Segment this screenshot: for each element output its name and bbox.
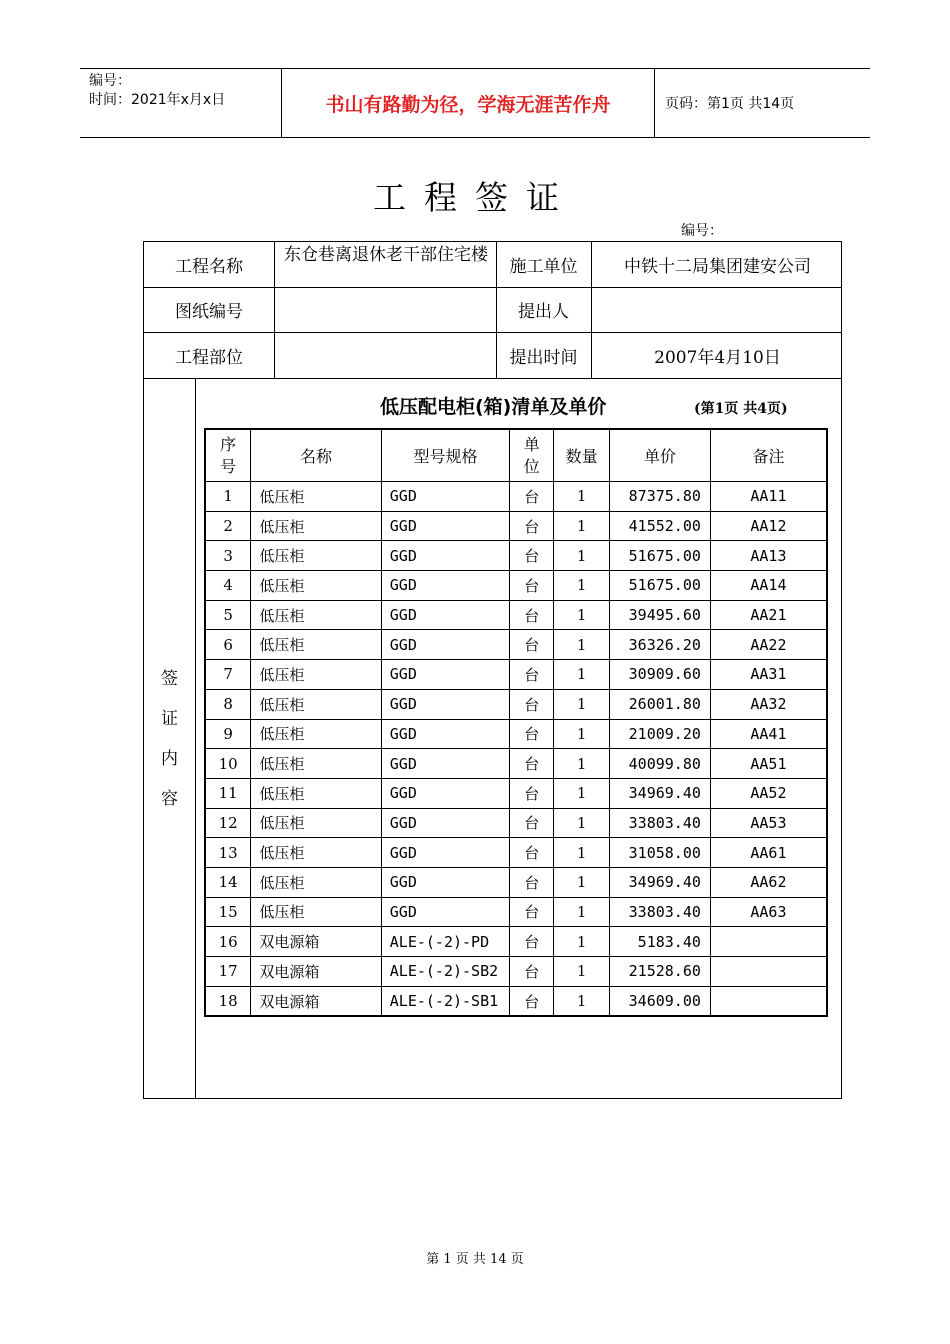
cell-qty: 1 xyxy=(554,927,610,957)
cell-qty: 1 xyxy=(554,808,610,838)
contractor-label: 施工单位 xyxy=(509,257,578,277)
cell-name: 低压柜 xyxy=(251,689,381,719)
drawing-no-value xyxy=(275,287,496,332)
cell-name: 双电源箱 xyxy=(251,927,381,957)
table-row xyxy=(205,778,827,808)
cell-qty: 1 xyxy=(554,482,610,512)
cell-remark: AA11 xyxy=(710,482,827,512)
cell-qty: 1 xyxy=(554,660,610,690)
table-row xyxy=(205,897,827,927)
cell-qty: 1 xyxy=(554,511,610,541)
cell-index: 8 xyxy=(205,689,251,719)
cell-remark: AA13 xyxy=(710,541,827,571)
cell-remark: AA52 xyxy=(710,778,827,808)
cell-unit: 台 xyxy=(510,719,554,749)
cell-remark xyxy=(710,986,827,1016)
cell-remark: AA21 xyxy=(710,600,827,630)
cell-index: 10 xyxy=(205,749,251,779)
col-header-index: 序号 xyxy=(205,429,251,482)
cell-model: GGD xyxy=(381,749,510,779)
drawing-no-label: 图纸编号 xyxy=(175,302,243,322)
contractor-value: 中铁十二局集团建安公司 xyxy=(624,257,811,277)
header-meta xyxy=(80,69,282,137)
project-name-label: 工程名称 xyxy=(175,257,243,277)
cell-model: GGD xyxy=(381,571,510,601)
time-label: 提出时间 xyxy=(509,347,578,368)
table-row xyxy=(205,541,827,571)
table-row xyxy=(205,600,827,630)
col-header-name: 名称 xyxy=(251,429,381,482)
document-title: 工程签证 xyxy=(373,178,577,217)
cell-index: 12 xyxy=(205,808,251,838)
cell-price: 39495.60 xyxy=(610,600,711,630)
table-row xyxy=(205,630,827,660)
cell-name: 低压柜 xyxy=(251,808,381,838)
cell-remark: AA12 xyxy=(710,511,827,541)
cell-unit: 台 xyxy=(510,808,554,838)
cell-remark: AA53 xyxy=(710,808,827,838)
cell-model: ALE-(-2)-PD xyxy=(381,927,510,957)
list-title: 低压配电柜(箱)清单及单价 xyxy=(380,396,607,418)
cell-price: 33803.40 xyxy=(610,808,711,838)
col-header-unit: 单位 xyxy=(510,429,554,482)
cell-index: 7 xyxy=(205,660,251,690)
cell-unit: 台 xyxy=(510,957,554,987)
table-header-row xyxy=(205,429,827,482)
cell-remark: AA31 xyxy=(710,660,827,690)
cell-index: 17 xyxy=(205,957,251,987)
cell-unit: 台 xyxy=(510,630,554,660)
cell-index: 3 xyxy=(205,541,251,571)
cell-name: 双电源箱 xyxy=(251,986,381,1016)
header-page-info: 页码：第1页 共14页 xyxy=(665,96,795,112)
cell-name: 低压柜 xyxy=(251,571,381,601)
cell-price: 40099.80 xyxy=(610,749,711,779)
cell-model: GGD xyxy=(381,897,510,927)
cell-unit: 台 xyxy=(510,778,554,808)
cell-qty: 1 xyxy=(554,957,610,987)
cell-qty: 1 xyxy=(554,571,610,601)
cell-unit: 台 xyxy=(510,867,554,897)
cell-qty: 1 xyxy=(554,838,610,868)
part-label: 工程部位 xyxy=(175,347,243,368)
cell-name: 低压柜 xyxy=(251,749,381,779)
cell-unit: 台 xyxy=(510,660,554,690)
cell-remark xyxy=(710,927,827,957)
cell-remark: AA51 xyxy=(710,749,827,779)
cell-qty: 1 xyxy=(554,897,610,927)
cell-index: 18 xyxy=(205,986,251,1016)
cell-remark: AA32 xyxy=(710,689,827,719)
cell-remark: AA61 xyxy=(710,838,827,868)
cell-price: 31058.00 xyxy=(610,838,711,868)
cell-unit: 台 xyxy=(510,749,554,779)
cell-index: 15 xyxy=(205,897,251,927)
table-row xyxy=(205,957,827,987)
cell-model: GGD xyxy=(381,838,510,868)
header-time-label: 时间：2021年x月x日 xyxy=(89,92,226,108)
cell-remark: AA22 xyxy=(710,630,827,660)
cell-price: 51675.00 xyxy=(610,571,711,601)
cell-price: 33803.40 xyxy=(610,897,711,927)
cell-name: 低压柜 xyxy=(251,867,381,897)
cell-index: 6 xyxy=(205,630,251,660)
col-divider xyxy=(195,378,196,1099)
cell-model: GGD xyxy=(381,689,510,719)
cell-index: 9 xyxy=(205,719,251,749)
cell-name: 低压柜 xyxy=(251,660,381,690)
proposer-value xyxy=(592,287,843,332)
cell-unit: 台 xyxy=(510,511,554,541)
cell-price: 36326.20 xyxy=(610,630,711,660)
table-row xyxy=(205,838,827,868)
cell-unit: 台 xyxy=(510,482,554,512)
col-header-qty: 数量 xyxy=(554,429,610,482)
cell-index: 1 xyxy=(205,482,251,512)
cell-name: 低压柜 xyxy=(251,600,381,630)
cell-unit: 台 xyxy=(510,689,554,719)
cell-unit: 台 xyxy=(510,600,554,630)
cell-price: 34969.40 xyxy=(610,778,711,808)
cell-unit: 台 xyxy=(510,838,554,868)
table-row xyxy=(205,689,827,719)
cell-price: 21009.20 xyxy=(610,719,711,749)
cell-qty: 1 xyxy=(554,749,610,779)
cell-index: 11 xyxy=(205,778,251,808)
cell-model: GGD xyxy=(381,719,510,749)
col-header-remark: 备注 xyxy=(710,429,827,482)
cell-qty: 1 xyxy=(554,689,610,719)
cell-model: GGD xyxy=(381,600,510,630)
table-row xyxy=(205,867,827,897)
content-label-char: 签 xyxy=(161,669,178,689)
cell-unit: 台 xyxy=(510,986,554,1016)
cell-index: 14 xyxy=(205,867,251,897)
cell-index: 2 xyxy=(205,511,251,541)
cell-remark: AA62 xyxy=(710,867,827,897)
cell-name: 低压柜 xyxy=(251,630,381,660)
cell-name: 低压柜 xyxy=(251,719,381,749)
col-header-price: 单价 xyxy=(610,429,711,482)
page-header xyxy=(80,68,870,138)
cell-index: 4 xyxy=(205,571,251,601)
cell-price: 34609.00 xyxy=(610,986,711,1016)
cell-index: 13 xyxy=(205,838,251,868)
table-row xyxy=(205,571,827,601)
price-list-table xyxy=(204,428,828,1017)
cell-model: GGD xyxy=(381,808,510,838)
table-row xyxy=(205,660,827,690)
cell-remark: AA14 xyxy=(710,571,827,601)
cell-unit: 台 xyxy=(510,541,554,571)
cell-unit: 台 xyxy=(510,927,554,957)
cell-model: GGD xyxy=(381,660,510,690)
proposer-label: 提出人 xyxy=(518,302,569,322)
cell-model: ALE-(-2)-SB1 xyxy=(381,986,510,1016)
cell-qty: 1 xyxy=(554,719,610,749)
list-page-info: (第1页 共4页) xyxy=(694,401,788,417)
cell-model: GGD xyxy=(381,867,510,897)
cell-model: ALE-(-2)-SB2 xyxy=(381,957,510,987)
table-row xyxy=(205,986,827,1016)
cell-qty: 1 xyxy=(554,541,610,571)
cell-unit: 台 xyxy=(510,897,554,927)
cell-model: GGD xyxy=(381,630,510,660)
cell-name: 低压柜 xyxy=(251,838,381,868)
table-row xyxy=(205,927,827,957)
cell-model: GGD xyxy=(381,541,510,571)
col-header-model: 型号规格 xyxy=(381,429,510,482)
cell-price: 34969.40 xyxy=(610,867,711,897)
header-serial-label: 编号： xyxy=(89,73,131,89)
cell-name: 低压柜 xyxy=(251,541,381,571)
cell-name: 低压柜 xyxy=(251,778,381,808)
cell-index: 5 xyxy=(205,600,251,630)
time-value: 2007年4月10日 xyxy=(654,347,781,368)
header-motto: 书山有路勤为径，学海无涯苦作舟 xyxy=(282,69,655,137)
cell-price: 87375.80 xyxy=(610,482,711,512)
cell-qty: 1 xyxy=(554,986,610,1016)
part-value xyxy=(275,332,496,378)
cell-unit: 台 xyxy=(510,571,554,601)
content-label xyxy=(144,379,195,1099)
cell-name: 双电源箱 xyxy=(251,957,381,987)
project-name-value: 东仓巷离退休老干部住宅楼 xyxy=(284,245,488,265)
cell-name: 低压柜 xyxy=(251,511,381,541)
cell-remark: AA63 xyxy=(710,897,827,927)
cell-name: 低压柜 xyxy=(251,482,381,512)
cell-name: 低压柜 xyxy=(251,897,381,927)
content-label-char: 证 xyxy=(161,709,178,729)
cell-model: GGD xyxy=(381,511,510,541)
cell-qty: 1 xyxy=(554,600,610,630)
cell-qty: 1 xyxy=(554,630,610,660)
cell-price: 30909.60 xyxy=(610,660,711,690)
serial-label: 编号： xyxy=(681,223,723,239)
table-row xyxy=(205,808,827,838)
cell-qty: 1 xyxy=(554,778,610,808)
table-row xyxy=(205,719,827,749)
row-divider xyxy=(144,378,841,379)
cell-price: 5183.40 xyxy=(610,927,711,957)
page-footer: 第 1 页 共 14 页 xyxy=(426,1252,524,1267)
cell-qty: 1 xyxy=(554,867,610,897)
cell-price: 26001.80 xyxy=(610,689,711,719)
content-label-char: 内 xyxy=(161,749,178,769)
cell-remark: AA41 xyxy=(710,719,827,749)
cell-index: 16 xyxy=(205,927,251,957)
table-row xyxy=(205,511,827,541)
table-row xyxy=(205,749,827,779)
cell-remark xyxy=(710,957,827,987)
table-body xyxy=(205,482,827,1017)
cell-price: 21528.60 xyxy=(610,957,711,987)
cell-model: GGD xyxy=(381,778,510,808)
content-label-char: 容 xyxy=(161,789,178,809)
cell-model: GGD xyxy=(381,482,510,512)
cell-price: 51675.00 xyxy=(610,541,711,571)
table-row xyxy=(205,482,827,512)
cell-price: 41552.00 xyxy=(610,511,711,541)
